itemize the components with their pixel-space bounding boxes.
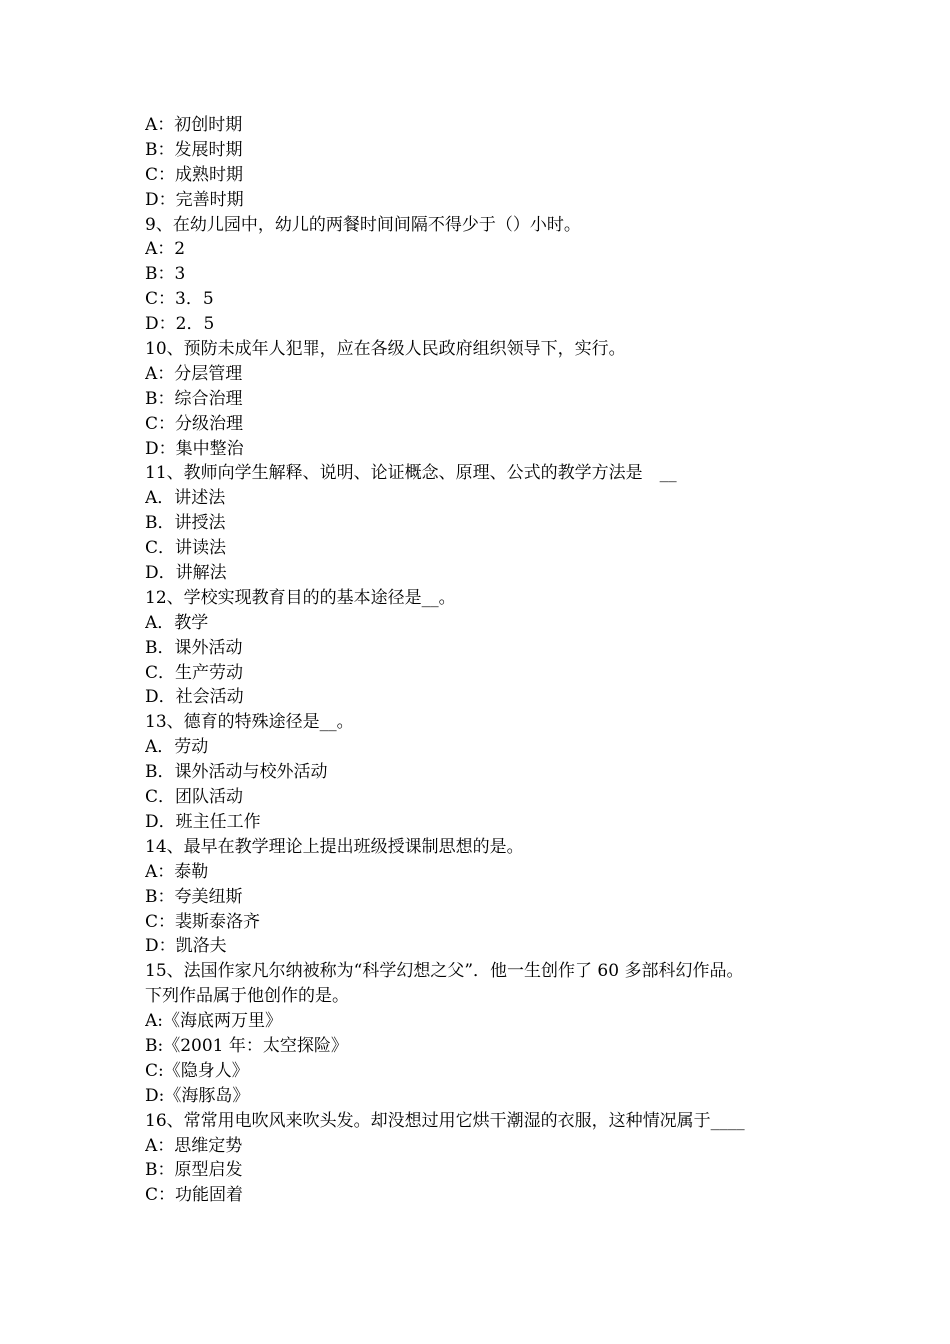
question-13: 13、德育的特殊途径是__。 bbox=[145, 712, 354, 733]
option-c-line: C．团队活动 bbox=[145, 787, 244, 808]
option-b-line: B：原型启发 bbox=[145, 1160, 243, 1181]
option-c-line: C：功能固着 bbox=[145, 1185, 244, 1206]
option-d-line: D:《海豚岛》 bbox=[145, 1085, 250, 1106]
option-c-line: C:《隐身人》 bbox=[145, 1060, 249, 1081]
document-body bbox=[145, 113, 845, 1208]
option-d-line: D：2．5 bbox=[145, 314, 215, 335]
option-d-line: D．讲解法 bbox=[145, 563, 227, 584]
option-b-line: B：3 bbox=[145, 264, 186, 285]
option-c-line: C：分级治理 bbox=[145, 413, 244, 434]
question-9: 9、在幼儿园中，幼儿的两餐时间间隔不得少于（）小时。 bbox=[145, 214, 581, 235]
option-d-line: D．班主任工作 bbox=[145, 811, 261, 832]
question-12: 12、学校实现教育目的的基本途径是__。 bbox=[145, 587, 456, 608]
question-10: 10、预防未成年人犯罪，应在各级人民政府组织领导下，实行。 bbox=[145, 339, 626, 360]
option-b-line: B：发展时期 bbox=[145, 139, 243, 160]
option-a-line: A:《海底两万里》 bbox=[145, 1011, 283, 1032]
option-c-line: C：成熟时期 bbox=[145, 164, 244, 185]
question-14: 14、最早在教学理论上提出班级授课制思想的是。 bbox=[145, 836, 524, 857]
option-b-line: B．课外活动 bbox=[145, 637, 243, 658]
option-a-line: A：思维定势 bbox=[145, 1135, 243, 1156]
option-d-line: D：集中整治 bbox=[145, 438, 244, 459]
option-a-line: A：2 bbox=[145, 239, 186, 260]
option-a-line: A：初创时期 bbox=[145, 115, 243, 135]
option-b-line: B．课外活动与校外活动 bbox=[145, 762, 328, 783]
option-b-line: B：夸美纽斯 bbox=[145, 886, 243, 907]
option-a-line: A．讲述法 bbox=[145, 488, 226, 509]
option-c-line: C．讲读法 bbox=[145, 538, 227, 559]
option-c-line: C：裴斯泰洛齐 bbox=[145, 911, 261, 932]
option-d-line: D．社会活动 bbox=[145, 687, 244, 708]
option-b-line: B．讲授法 bbox=[145, 513, 226, 534]
question-15: 15、法国作家凡尔纳被称为“科学幻想之父”．他一生创作了 60 多部科幻作品。 bbox=[145, 961, 744, 982]
option-c-line: C．生产劳动 bbox=[145, 662, 244, 683]
option-a-line: A：泰勒 bbox=[145, 861, 209, 882]
option-b-line: B：综合治理 bbox=[145, 388, 243, 409]
option-b-line: B:《2001 年：太空探险》 bbox=[145, 1035, 348, 1056]
option-a-line: A．教学 bbox=[145, 612, 209, 633]
option-c-line: C：3．5 bbox=[145, 289, 214, 310]
question-16: 16、常常用电吹风来吹头发。却没想过用它烘干潮湿的衣服，这种情况属于____ bbox=[145, 1110, 745, 1131]
option-d-line: D：完善时期 bbox=[145, 189, 244, 210]
option-d-line: D：凯洛夫 bbox=[145, 936, 227, 957]
option-a-line: A．劳动 bbox=[145, 737, 209, 758]
option-a-line: A：分层管理 bbox=[145, 363, 243, 384]
question-15-continuation: 下列作品属于他创作的是。 bbox=[145, 986, 349, 1007]
question-11: 11、教师向学生解释、说明、论证概念、原理、公式的教学方法是 __ bbox=[145, 463, 677, 484]
